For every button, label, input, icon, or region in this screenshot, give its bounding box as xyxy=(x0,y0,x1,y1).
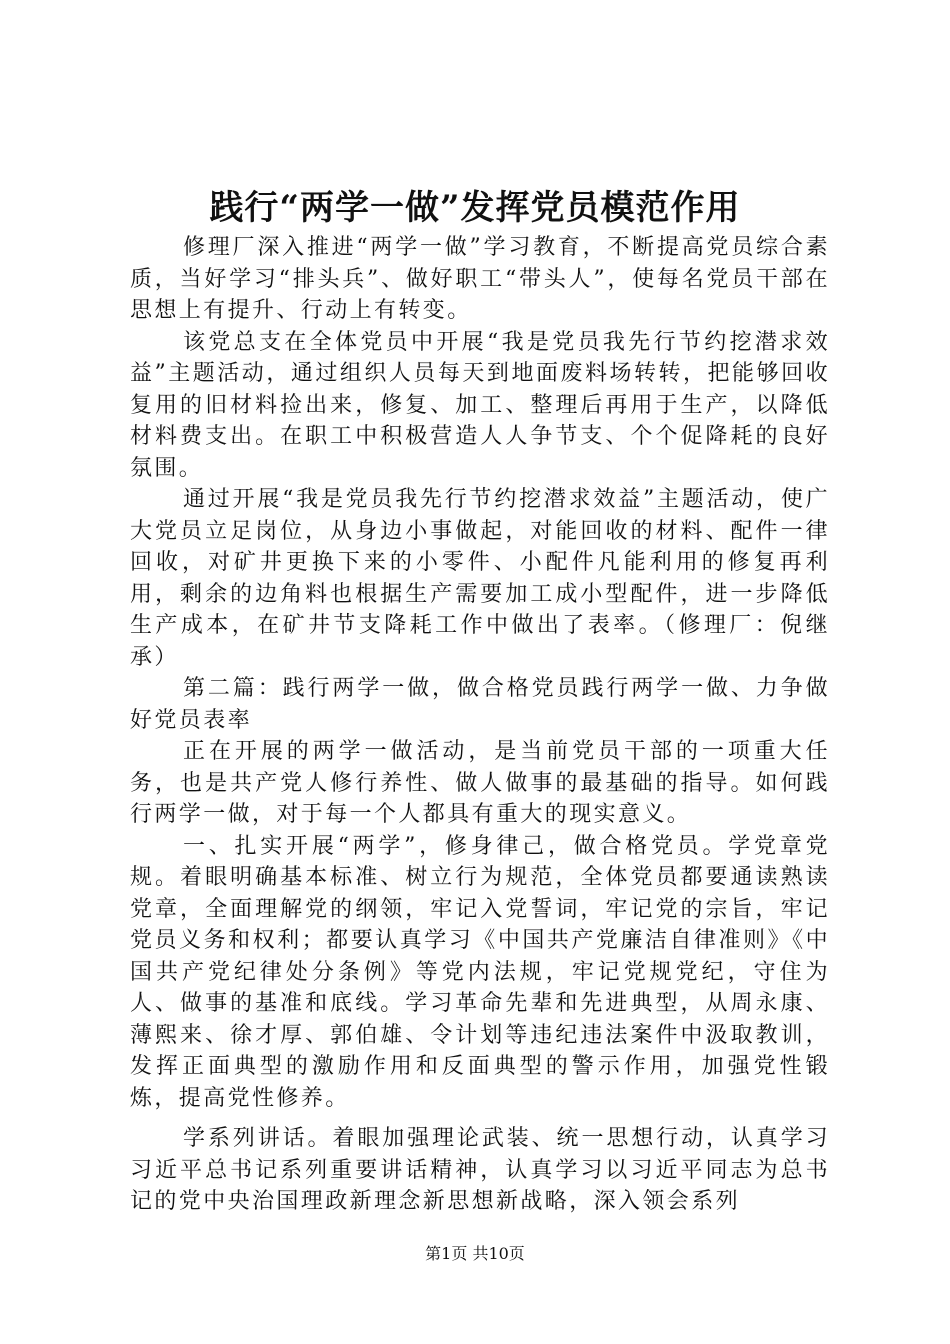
paragraph-intro: 修理厂深入推进“两学一做”学习教育，不断提高党员综合素质，当好学习“排头兵”、做好职工“带头人”，使每名党员干部在思想上有提升、行动上有转变。 xyxy=(130,235,830,323)
paragraph-study-speeches: 学系列讲话。着眼加强理论武装、统一思想行动，认真学习习近平总书记系列重要讲话精神，认真学习以习近平同志为总书记的党中央治国理政新理念新思想新战略，深入领会系列 xyxy=(130,1126,830,1214)
paragraph-section-one: 一、扎实开展“两学”，修身律己，做合格党员。学党章党规。着眼明确基本标准、树立行为规范，全体党员都要通读熟读党章，全面理解党的纲领，牢记入党誓词，牢记党的宗旨，牢记党员义务和权利；都要认真学习《中国共产党廉洁自律准则》《中国共产党纪律处分条例》等党内法规，牢记党规党纪，守住为人、做事的基准和底线。学习革命先辈和先进典型，从周永康、薄熙来、徐才厚、郭伯雄、令计划等违纪违法案件中汲取教训，发挥正面典型的激励作用和反面典型的警示作用，加强党性锻炼，提高党性修养。 xyxy=(130,833,830,1111)
paragraph-second-article-intro: 正在开展的两学一做活动，是当前党员干部的一项重大任务，也是共产党人修行养性、做人做事的最基础的指导。如何践行两学一做，对于每一个人都具有重大的现实意义。 xyxy=(130,739,830,827)
document-title: 践行“两学一做”发挥党员模范作用 xyxy=(209,188,741,228)
paragraph-results: 通过开展“我是党员我先行节约挖潜求效益”主题活动，使广大党员立足岗位，从身边小事做起，对能回收的材料、配件一律回收，对矿井更换下来的小零件、小配件凡能利用的修复再利用，剩余的边角料也根据生产需要加工成小型配件，进一步降低生产成本，在矿井节支降耗工作中做出了表率。（修理厂：倪继承） xyxy=(130,487,830,670)
paragraph-activity: 该党总支在全体党员中开展“我是党员我先行节约挖潜求效益”主题活动，通过组织人员每天到地面废料场转转，把能够回收复用的旧材料捡出来，修复、加工、整理后再用于生产，以降低材料费支出。在职工中积极营造人人争节支、个个促降耗的良好氛围。 xyxy=(130,329,830,481)
page-number-footer: 第1页 共10页 xyxy=(425,1244,525,1263)
document-body xyxy=(130,232,830,1218)
paragraph-second-article-title: 第二篇：践行两学一做，做合格党员践行两学一做、力争做好党员表率 xyxy=(130,676,830,733)
